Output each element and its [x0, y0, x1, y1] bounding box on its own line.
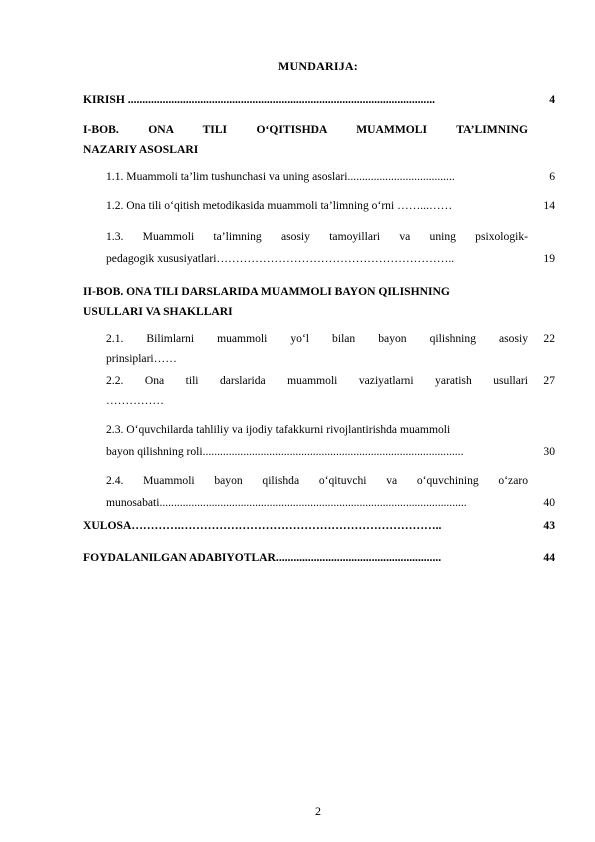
- toc-entry-1-1: [83, 167, 555, 187]
- toc-entry-references: [83, 548, 555, 568]
- toc-entry-2-1: [83, 329, 555, 369]
- toc-chapter-2: [83, 282, 555, 322]
- toc-entry-text: 2.3. O‘quvchilarda tahliliy va ijodiy tafakkurni rivojlantirishda muammoli: [106, 423, 451, 436]
- toc-entry-2-2: [83, 371, 555, 411]
- toc-page-number: 40: [543, 496, 555, 509]
- toc-entry-text: KIRISH ..........................................................................................................: [83, 93, 436, 106]
- page-number-footer: 2: [315, 804, 321, 818]
- toc-entry-text-cont: ……………: [106, 394, 164, 407]
- toc-entry-text: 1.3. Muammoli ta’limning asosiy tamoyillari va uning psixologik-: [106, 230, 528, 243]
- toc-entry-text-cont: munosabati..........................................................................................................: [106, 496, 467, 509]
- toc-page-number: 19: [543, 252, 555, 265]
- toc-entry-1-2: [83, 196, 555, 216]
- toc-entry-2-3: [83, 420, 555, 464]
- toc-entry-text: 2.4. Muammoli bayon qilishda o‘qituvchi va o‘quvchining o‘zaro: [106, 474, 528, 487]
- toc-page-number: 30: [543, 445, 555, 458]
- toc-entry-text: 1.1. Muammoli ta’lim tushunchasi va uning asoslari.....................................: [106, 170, 455, 183]
- toc-entry-text: FOYDALANILGAN ADABIYOTLAR.........................................................: [83, 551, 442, 564]
- toc-entry-text-cont: bayon qilishning roli..........................................................................................: [106, 445, 464, 458]
- toc-page-number: 43: [543, 519, 555, 532]
- toc-entry-text: 1.2. Ona tili o‘qitish metodikasida muammoli ta’limning o‘rni ……...……: [106, 199, 453, 212]
- toc-entry-text-cont: NAZARIY ASOSLARI: [83, 143, 199, 156]
- toc-entry-text: II-BOB. ONA TILI DARSLARIDA MUAMMOLI BAYON QILISHNING: [83, 285, 450, 298]
- toc-page-number: 14: [543, 199, 555, 212]
- toc-chapter-1: [83, 120, 555, 160]
- toc-entry-text: 2.2. Ona tili darslarida muammoli vaziyatlarni yaratish usullari: [106, 374, 528, 387]
- toc-title: MUNDARIJA:: [278, 59, 358, 73]
- toc-page-number: 6: [549, 170, 555, 183]
- toc-entry-1-3: [83, 227, 555, 271]
- toc-entry-text: I-BOB. ONA TILI O‘QITISHDA MUAMMOLI TA’LIMNING: [83, 123, 528, 136]
- toc-entry-introduction: [83, 90, 555, 110]
- toc-entry-text: XULOSA………….…………………………………………………………..: [83, 519, 442, 532]
- toc-entry-conclusion: [83, 516, 555, 536]
- toc-entry-text-cont: prinsiplari……: [106, 352, 177, 365]
- toc-page-number: 4: [549, 93, 555, 106]
- toc-entry-2-4: [83, 471, 555, 515]
- toc-entry-text-cont: pedagogik xususiyatlari……………………………………………………..: [106, 252, 455, 265]
- toc-page-number: 22: [543, 332, 555, 345]
- toc-entry-text-cont: USULLARI VA SHAKLLARI: [83, 305, 233, 318]
- toc-entry-text: 2.1. Bilimlarni muammoli yo‘l bilan bayon qilishning asosiy: [106, 332, 528, 345]
- toc-page-number: 44: [543, 551, 555, 564]
- toc-page-number: 27: [543, 374, 555, 387]
